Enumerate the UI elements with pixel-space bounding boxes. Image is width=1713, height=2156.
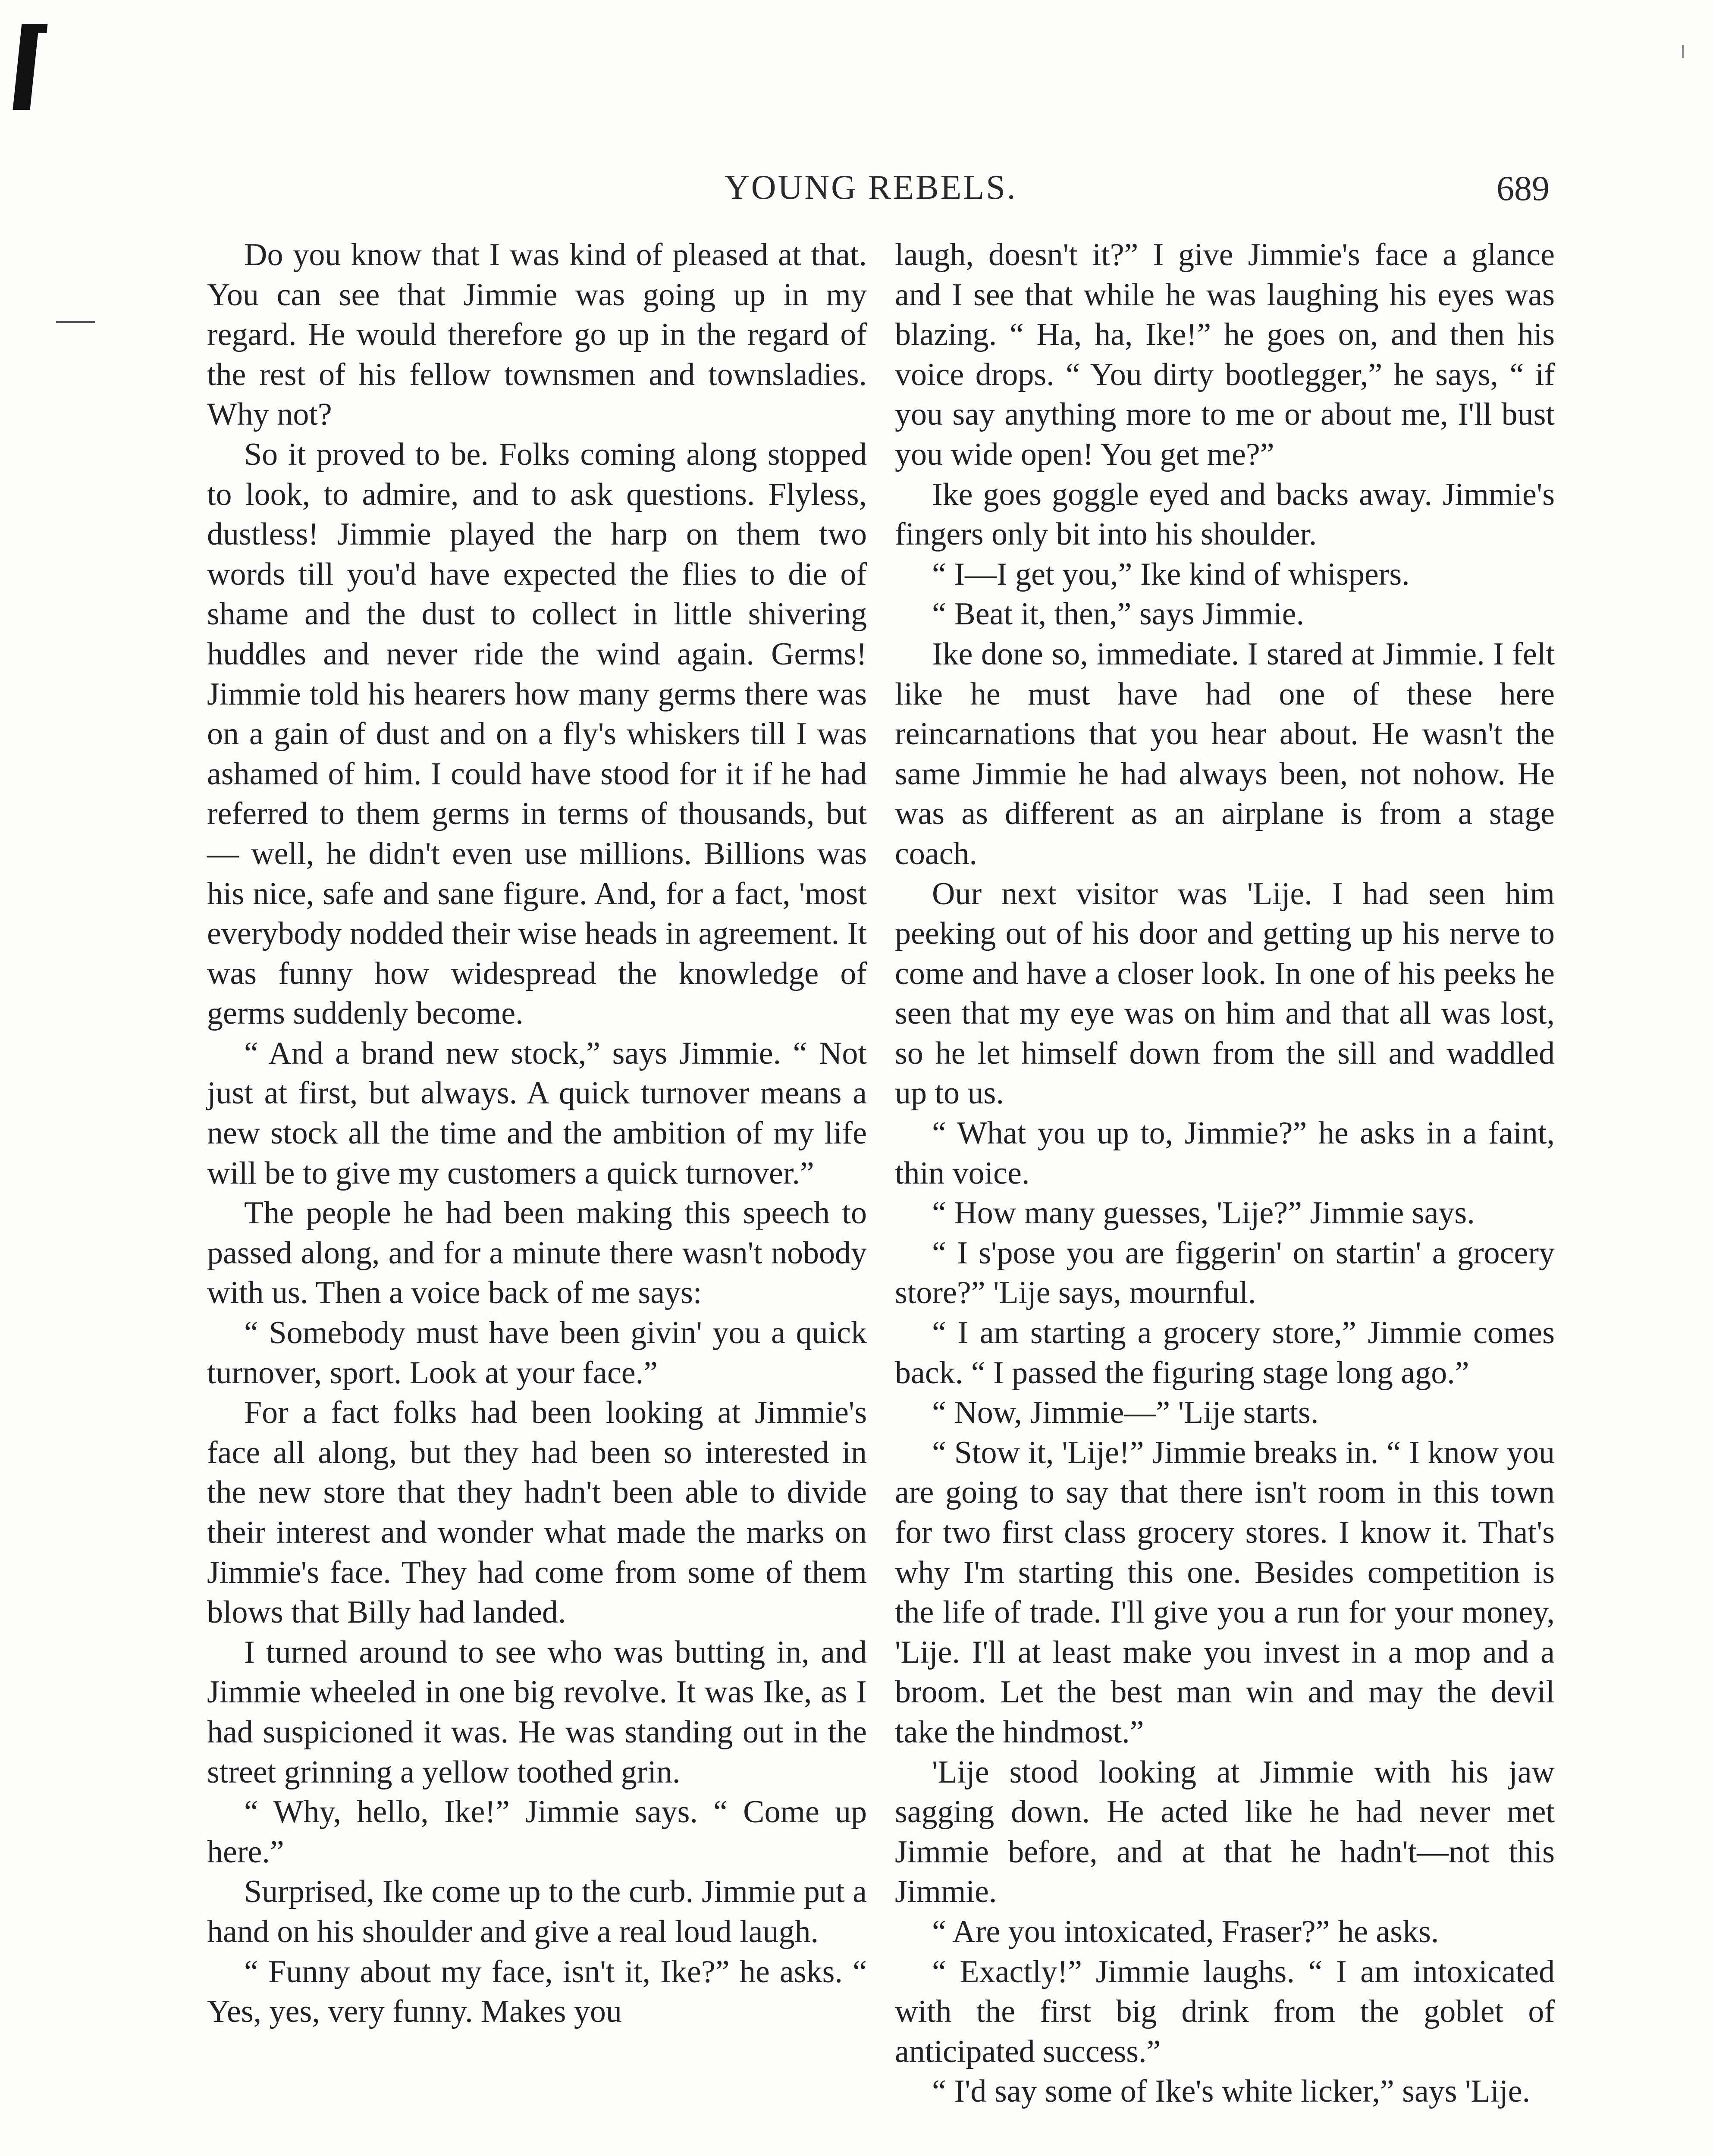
paragraph: The people he had been making this speech to passed along, and for a minute there wasn't nobody with us. Then a voice back of me says: — [207, 1195, 867, 1311]
paragraph: I turned around to see who was butting in, and Jimmie wheeled in one big revolve. It was Ike, as I had suspicioned it was. He was standing out in the street grinning a yellow toothed grin. — [207, 1634, 867, 1790]
paragraph: 'Lije stood looking at Jimmie with his jaw sagging down. He acted like he had never met Jimmie before, and at that he hadn't—not this Jimmie. — [895, 1754, 1555, 1910]
paragraph: “ Somebody must have been givin' you a quick turnover, sport. Look at your face.” — [207, 1315, 867, 1391]
paragraph: “ Stow it, 'Lije!” Jimmie breaks in. “ I know you are going to say that there isn't room in this town for two first class grocery stores. I know it. That's why I'm starting this one. Besides competition is the life of trade. I'll give you a run for your money, 'Lije. I'll at least make you invest in a mop and a broom. Let the best man win and may the devil take the hindmost.” — [895, 1435, 1555, 1750]
paragraph: “ Exactly!” Jimmie laughs. “ I am intoxicated with the first big drink from the goblet of anticipated success.” — [895, 1954, 1555, 2069]
paragraph: “ I'd say some of Ike's white licker,” says 'Lije. — [932, 2074, 1531, 2109]
margin-dash-decoration — [56, 321, 95, 323]
paragraph: “ Funny about my face, isn't it, Ike?” he asks. “ Yes, yes, very funny. Makes you — [207, 1954, 867, 2030]
paragraph: Ike done so, immediate. I stared at Jimmie. I felt like he must have had one of these here reincarnations that you hear about. He wasn't the same Jimmie he had always been, not nohow. He was as different as an airplane is from a stage coach. — [895, 636, 1555, 871]
paragraph: “ I s'pose you are figgerin' on startin' a grocery store?” 'Lije says, mournful. — [895, 1235, 1555, 1311]
paragraph: “ I—I get you,” Ike kind of whispers. — [932, 556, 1410, 592]
paragraph: “ And a brand new stock,” says Jimmie. “ Not just at first, but always. A quick turnover means a new stock all the time and the ambition of my life will be to give my customers a quick turnover.” — [207, 1035, 867, 1191]
running-title: YOUNG REBELS. — [725, 169, 1017, 207]
corner-mark-decoration — [13, 24, 39, 110]
right-column — [895, 235, 1555, 2112]
paragraph: Surprised, Ike come up to the curb. Jimmie put a hand on his shoulder and give a real loud laugh. — [207, 1874, 867, 1949]
paragraph: “ Now, Jimmie—” 'Lije starts. — [932, 1395, 1319, 1431]
page-number: 689 — [1497, 169, 1550, 208]
paragraph: For a fact folks had been looking at Jimmie's face all along, but they had been so interested in the new store that they hadn't been able to divide their interest and wonder what made the marks on Jimmie's face. They had come from some of them blows that Billy had landed. — [207, 1395, 867, 1630]
paragraph: So it proved to be. Folks coming along stopped to look, to admire, and to ask questions. Flyless, dustless! Jimmie played the harp on them two words till you'd have expected the flies to die of shame and the dust to collect in little shivering huddles and never ride the wind again. Germs! Jimmie told his hearers how many germs there was on a gain of dust and on a fly's whiskers till I was ashamed of him. I could have stood for it if he had referred to them germs in terms of thousands, but— well, he didn't even use millions. Billions was his nice, safe and sane figure. And, for a fact, 'most everybody nodded their wise heads in agreement. It was funny how widespread the knowledge of germs suddenly become. — [207, 436, 867, 1031]
margin-tick-decoration — [1682, 45, 1684, 58]
paragraph: “ Why, hello, Ike!” Jimmie says. “ Come up here.” — [207, 1794, 867, 1870]
paragraph: Our next visitor was 'Lije. I had seen him peeking out of his door and getting up his nerve to come and have a closer look. In one of his peeks he seen that my eye was on him and that all was lost, so he let himself down from the sill and waddled up to us. — [895, 876, 1555, 1111]
paragraph: “ What you up to, Jimmie?” he asks in a faint, thin voice. — [895, 1116, 1555, 1191]
paragraph: “ Beat it, then,” says Jimmie. — [932, 596, 1305, 632]
left-column — [207, 235, 867, 2032]
paragraph: Do you know that I was kind of pleased at that. You can see that Jimmie was going up in my regard. He would therefore go up in the regard of the rest of his fellow townsmen and townsladies. Why not? — [207, 237, 867, 432]
page-header — [0, 168, 1713, 220]
paragraph: “ Are you intoxicated, Fraser?” he asks. — [932, 1914, 1439, 1949]
paragraph-continued: laugh, doesn't it?” I give Jimmie's face a glance and I see that while he was laughing his eyes was blazing. “ Ha, ha, Ike!” he goes on, and then his voice drops. “ You dirty bootlegger,” he says, “ if you say anything more to me or about me, I'll bust you wide open! You get me?” — [895, 237, 1555, 472]
paragraph: “ I am starting a grocery store,” Jimmie comes back. “ I passed the figuring stage long ago.” — [895, 1315, 1555, 1391]
paragraph: “ How many guesses, 'Lije?” Jimmie says. — [932, 1195, 1475, 1231]
paragraph: Ike goes goggle eyed and backs away. Jimmie's fingers only bit into his shoulder. — [895, 476, 1555, 552]
